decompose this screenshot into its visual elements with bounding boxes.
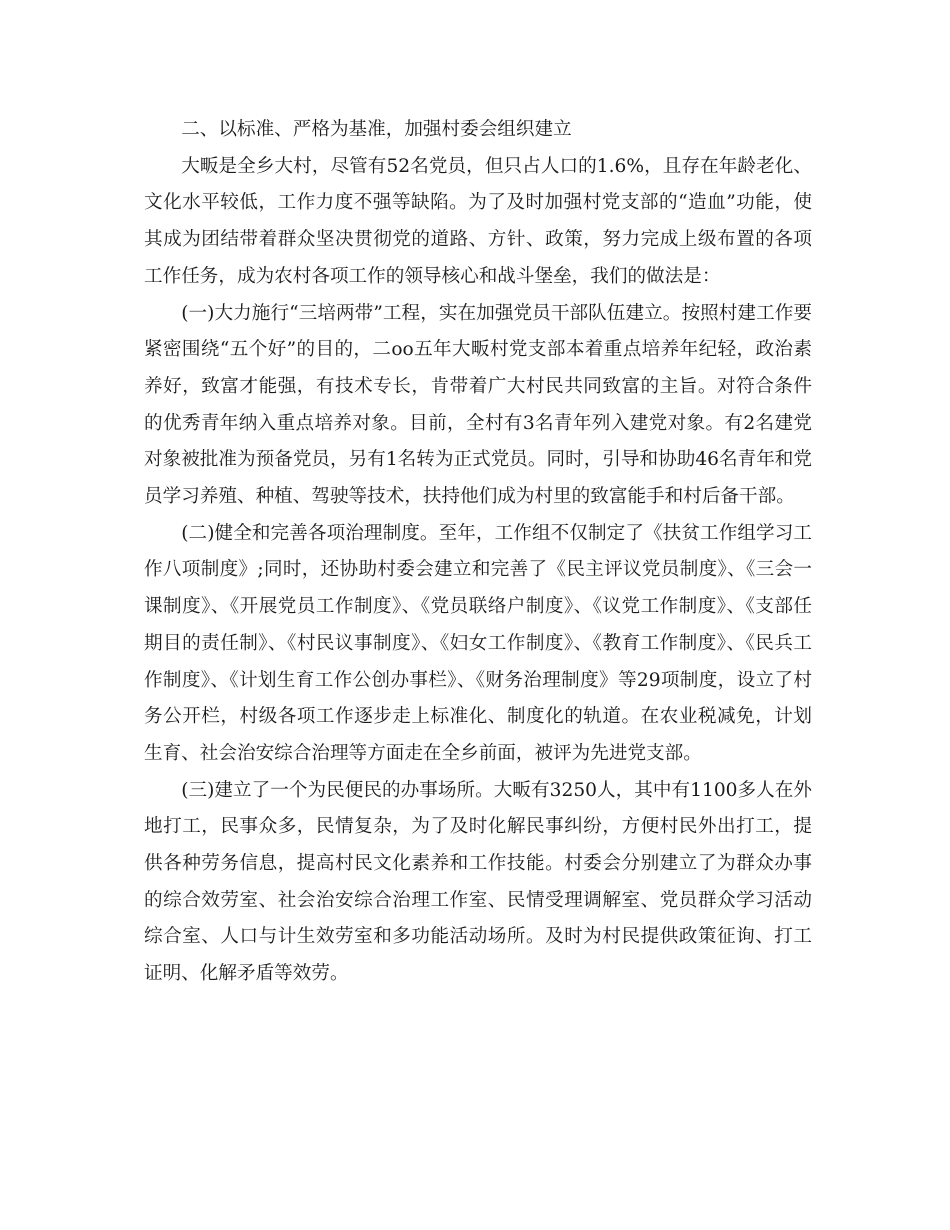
paragraph-item-1: (一)大力施行“三培两带”工程，实在加强党员干部队伍建立。按照村建工作要紧密围绕“五个好”的目的，二oo五年大畈村党支部本着重点培养年纪轻，政治素养好，致富才能强，有技术专长，肯带着广大村民共同致富的主旨。对符合条件的优秀青年纳入重点培养对象。目前，全村有3名青年列入建党对象。有2名建党对象被批准为预备党员，另有1名转为正式党员。同时，引导和协助46名青年和党员学习养殖、种植、驾驶等技术，扶持他们成为村里的致富能手和村后备干部。 [144, 302, 812, 508]
document-body [144, 112, 812, 993]
paragraph-item-2: (二)健全和完善各项治理制度。至年，工作组不仅制定了《扶贫工作组学习工作八项制度》;同时，还协助村委会建立和完善了《民主评议党员制度》、《三会一课制度》、《开展党员工作制度》、《党员联络户制度》、《议党工作制度》、《支部任期目的责任制》、《村民议事制度》、《妇女工作制度》、《教育工作制度》、《民兵工作制度》、《计划生育工作公创办事栏》、《财务治理制度》等29项制度，设立了村务公开栏，村级各项工作逐步走上标准化、制度化的轨道。在农业税减免，计划生育、社会治安综合治理等方面走在全乡前面，被评为先进党支部。 [144, 522, 812, 764]
section-heading: 二、以标准、严格为基准，加强村委会组织建立 [181, 119, 572, 140]
paragraph-intro: 大畈是全乡大村，尽管有52名党员，但只占人口的1.6%，且存在年龄老化、文化水平较低，工作力度不强等缺陷。为了及时加强村党支部的“造血”功能，使其成为团结带着群众坚决贯彻党的道路、方针、政策，努力完成上级布置的各项工作任务，成为农村各项工作的领导核心和战斗堡垒，我们的做法是： [144, 155, 812, 287]
paragraph-item-3: (三)建立了一个为民便民的办事场所。大畈有3250人，其中有1100多人在外地打工，民事众多，民情复杂，为了及时化解民事纠纷，方便村民外出打工，提供各种劳务信息，提高村民文化素养和工作技能。村委会分别建立了为群众办事的综合效劳室、社会治安综合治理工作室、民情受理调解室、党员群众学习活动综合室、人口与计生效劳室和多功能活动场所。及时为村民提供政策征询、打工证明、化解矛盾等效劳。 [144, 779, 812, 985]
